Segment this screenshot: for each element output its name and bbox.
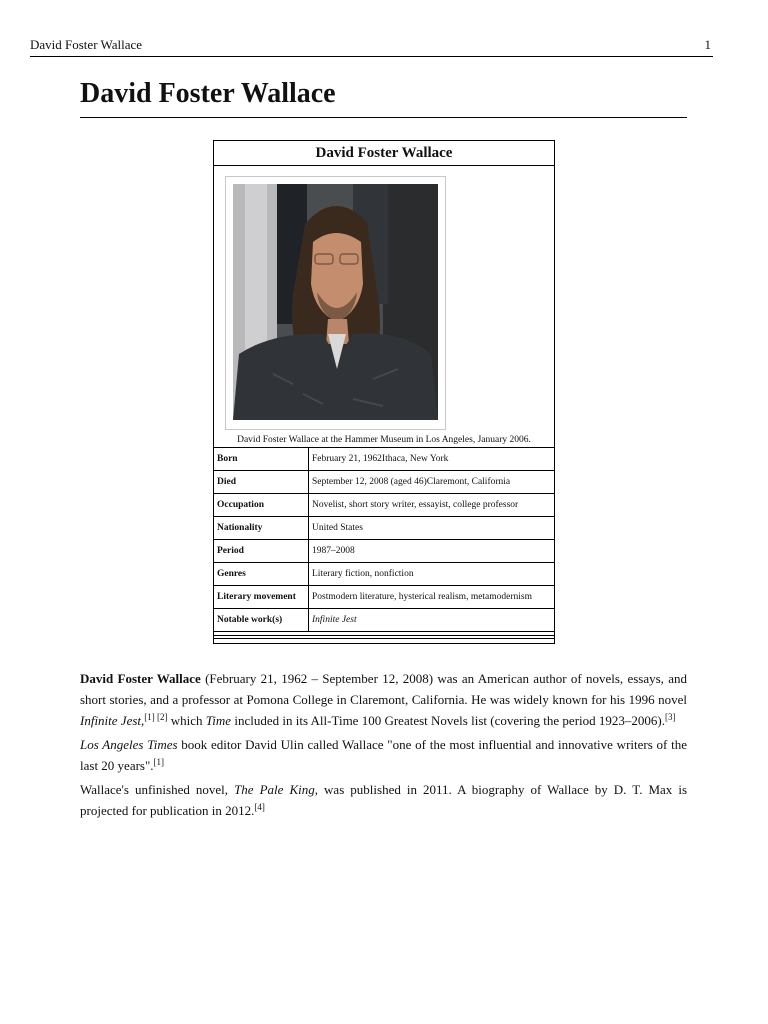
infobox-row-born: [214, 448, 554, 471]
citation-1b[interactable]: [1]: [153, 757, 165, 767]
notable-work-link[interactable]: Infinite Jest: [312, 615, 357, 625]
paragraph-intro: [80, 668, 687, 731]
infobox-image-cell: [214, 166, 554, 448]
text-run: included in its All-Time 100 Greatest Novels list (covering the period 1923–2006).: [231, 713, 665, 728]
text-run: ,: [141, 713, 145, 728]
row-label: Genres: [214, 563, 309, 586]
subject-name: David Foster Wallace: [80, 671, 201, 686]
infobox: [213, 140, 555, 644]
row-label: Notable work(s): [214, 609, 309, 632]
time-magazine-link[interactable]: Time: [205, 713, 232, 728]
citation-4[interactable]: [4]: [254, 802, 265, 812]
citation-3[interactable]: [3]: [664, 712, 676, 722]
row-value: February 21, 1962Ithaca, New York: [309, 448, 555, 471]
infobox-table: [214, 448, 554, 632]
portrait-photo[interactable]: [233, 184, 438, 420]
row-value: Novelist, short story writer, essayist, college professor: [309, 494, 555, 517]
citation-1[interactable]: [1]: [144, 712, 155, 722]
row-label: Born: [214, 448, 309, 471]
row-label: Literary movement: [214, 586, 309, 609]
text-run: , was published in 2011. A biography of Wallace by D. T. Max is projected for publication in 2012.: [80, 782, 688, 818]
row-value: Postmodern literature, hysterical realism, metamodernism: [309, 586, 555, 609]
infobox-row-notable-works: [214, 609, 554, 632]
page-title: David Foster Wallace: [80, 76, 687, 118]
infobox-row-period: [214, 540, 554, 563]
row-label: Period: [214, 540, 309, 563]
row-label: Died: [214, 471, 309, 494]
infobox-row-nationality: [214, 517, 554, 540]
infobox-title: David Foster Wallace: [214, 141, 554, 166]
row-label: Occupation: [214, 494, 309, 517]
la-times-link[interactable]: Los Angeles Times: [80, 737, 178, 752]
text-run: book editor David Ulin called Wallace "one of the most influential and innovative writers of the last 20 years".: [80, 737, 687, 773]
page-number: 1: [704, 37, 711, 52]
infobox-footer-rule: [214, 632, 554, 643]
paragraph-pale-king: [80, 779, 687, 821]
row-label: Nationality: [214, 517, 309, 540]
infobox-row-literary-movement: [214, 586, 554, 609]
row-value: Literary fiction, nonfiction: [309, 563, 555, 586]
row-value: 1987–2008: [309, 540, 555, 563]
paragraph-ulin-quote: [80, 734, 687, 776]
row-value: [309, 609, 555, 632]
infobox-row-died: [214, 471, 554, 494]
text-run: Wallace's unfinished novel,: [80, 782, 235, 797]
running-header: [30, 36, 713, 57]
text-run: (February 21, 1962 – September 12, 2008) was an American author of novels, essays, and short stories, and a professor at Pomona College in Claremont, California. He was widely known for his 1996 novel: [80, 671, 687, 707]
article-body: [80, 668, 687, 824]
image-frame: [225, 176, 446, 430]
row-value: September 12, 2008 (aged 46)Claremont, California: [309, 471, 555, 494]
pale-king-link[interactable]: The Pale King: [234, 782, 315, 797]
infobox-row-genres: [214, 563, 554, 586]
image-caption: David Foster Wallace at the Hammer Museum in Los Angeles, January 2006.: [237, 435, 531, 445]
text-run: which: [167, 713, 206, 728]
row-value: United States: [309, 517, 555, 540]
running-header-title: David Foster Wallace: [30, 37, 143, 52]
citation-2[interactable]: [2]: [157, 712, 168, 722]
infinite-jest-link[interactable]: Infinite Jest: [80, 713, 142, 728]
infobox-row-occupation: [214, 494, 554, 517]
